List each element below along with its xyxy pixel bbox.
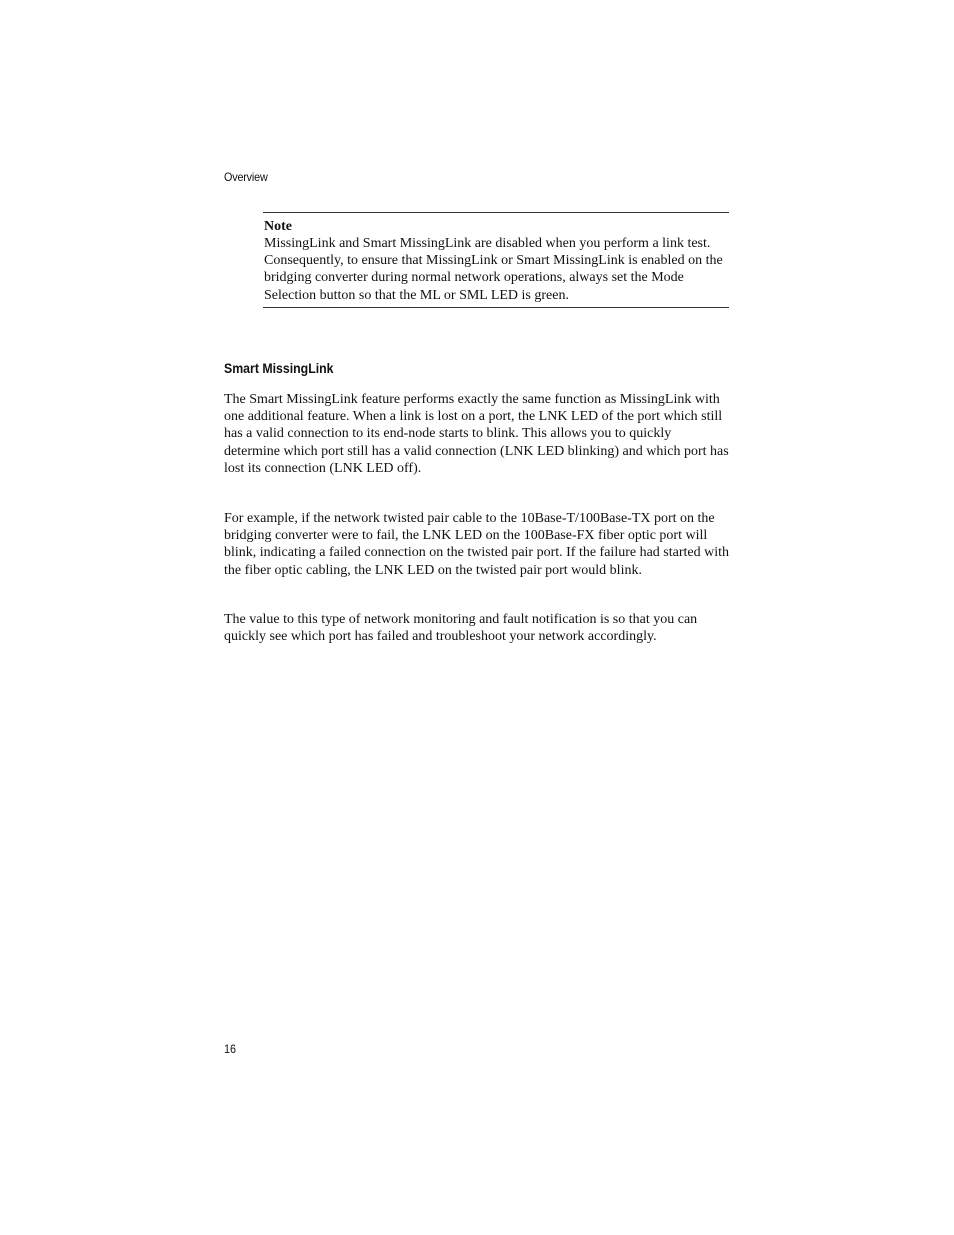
note-body: MissingLink and Smart MissingLink are disabled when you perform a link test. Consequently, to ensure that MissingLink or Smart MissingLink is enabled on the bridging converter during normal network operations, always set the Mode Selection button so that the ML or SML LED is green. [264, 236, 723, 303]
section-heading: Smart MissingLink [224, 360, 334, 376]
body-paragraph: The value to this type of network monitoring and fault notification is so that you can quickly see which port has failed and troubleshoot your network accordingly. [224, 612, 698, 645]
note-box [263, 212, 729, 308]
note-title: Note [264, 219, 292, 234]
body-paragraph: The Smart MissingLink feature performs exactly the same function as MissingLink with one additional feature. When a link is lost on a port, the LNK LED of the port which still has a valid connection to its end-node starts to blink. This allows you to quickly determine which port still has a valid connection (LNK LED blinking) and which port has lost its connection (LNK LED off). [224, 392, 729, 476]
page-number: 16 [224, 1042, 237, 1056]
running-header: Overview [224, 170, 268, 184]
body-paragraph: For example, if the network twisted pair cable to the 10Base-T/100Base-TX port on the bridging converter were to fail, the LNK LED on the 100Base-FX fiber optic port will blink, indicating a failed connection on the twisted pair port. If the failure had started with the fiber optic cabling, the LNK LED on the twisted pair port would blink. [224, 511, 730, 578]
